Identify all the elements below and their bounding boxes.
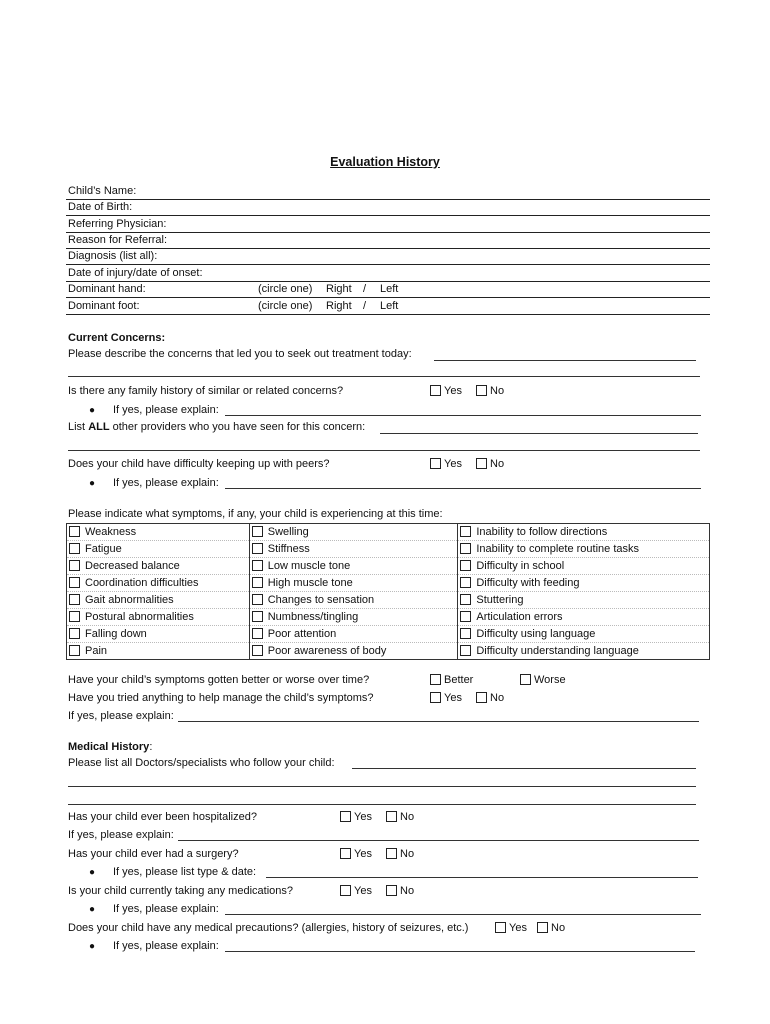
checkbox-icon[interactable] [340,848,351,859]
symptom-label: Poor attention [267,628,337,640]
checkbox-icon[interactable] [69,628,80,639]
better-label: Better [444,674,474,686]
foot-right-option[interactable]: Right [326,300,352,312]
childs-name-label: Child’s Name: [68,185,137,197]
dob-label: Date of Birth: [68,201,133,213]
symptoms-intro: Please indicate what symptoms, if any, your child is experiencing at this time: [68,508,443,520]
checkbox-icon[interactable] [252,577,263,588]
checkbox-icon[interactable] [252,611,263,622]
symptom-label: Pain [85,645,108,657]
symptom-option[interactable] [458,609,710,626]
checkbox-icon[interactable] [252,543,263,554]
checkbox-icon[interactable] [69,645,80,656]
doctors-line-3[interactable] [68,804,696,805]
medications-question: Is your child currently taking any medications? [68,885,293,897]
surgery-list-line[interactable] [266,877,698,878]
precautions-explain-label: If yes, please explain: [113,940,219,952]
symptoms-table [66,523,710,660]
symptom-label: Difficulty understanding language [476,645,639,657]
surgery-yes-checkbox[interactable] [340,847,372,861]
symptom-label: Postural abnormalities [85,611,194,623]
foot-left-option[interactable]: Left [380,300,399,312]
tried-explain-line[interactable] [178,721,699,722]
symptom-option[interactable] [458,541,710,558]
dominant-foot-label: Dominant foot: [68,300,140,312]
bullet-icon: ● [89,904,96,915]
family-no-checkbox[interactable] [476,384,504,398]
checkbox-icon[interactable] [495,922,506,933]
symptom-label: Weakness [85,526,137,538]
no-label: No [490,385,505,397]
symptom-label: Decreased balance [85,560,180,572]
checkbox-icon[interactable] [252,594,263,605]
yes-label: Yes [354,811,372,823]
symptom-row [67,575,710,592]
medications-no-checkbox[interactable] [386,884,414,898]
worse-label: Worse [534,674,566,686]
bullet-icon: ● [89,405,96,416]
no-label: No [400,811,415,823]
reason-label: Reason for Referral: [68,234,168,246]
checkbox-icon[interactable] [69,611,80,622]
describe-concerns-line-2[interactable] [68,376,700,377]
no-label: No [490,692,505,704]
symptom-option[interactable] [249,558,458,575]
medical-history-heading: Medical History: [68,741,153,753]
symptom-label: Difficulty with feeding [476,577,580,589]
symptom-label: Inability to follow directions [476,526,608,538]
symptom-label: Falling down [85,628,147,640]
checkbox-icon[interactable] [476,692,487,703]
current-concerns-heading: Current Concerns: [68,332,166,344]
describe-concerns-label: Please describe the concerns that led you to seek out treatment today: [68,348,412,360]
peers-yes-checkbox[interactable] [430,457,462,471]
checkbox-icon[interactable] [252,628,263,639]
symptom-option[interactable] [67,609,250,626]
checkbox-icon[interactable] [386,885,397,896]
yes-label: Yes [354,885,372,897]
providers-line-2[interactable] [68,450,700,451]
doctors-line-2[interactable] [68,786,696,787]
circle-one-label: (circle one) [258,283,313,295]
symptom-option[interactable] [458,592,710,609]
checkbox-icon[interactable] [476,458,487,469]
worse-checkbox[interactable] [520,673,566,687]
symptom-option[interactable] [458,643,710,660]
symptom-label: Numbness/tingling [267,611,359,623]
peers-no-checkbox[interactable] [476,457,504,471]
symptom-option[interactable] [67,643,250,660]
no-label: No [551,922,566,934]
symptom-label: Stuttering [476,594,524,606]
checkbox-icon[interactable] [252,560,263,571]
hospitalized-no-checkbox[interactable] [386,810,414,824]
hospitalized-explain-line[interactable] [178,840,699,841]
yes-label: Yes [444,692,462,704]
symptom-option[interactable] [67,541,250,558]
symptom-row [67,592,710,609]
symptom-label: Gait abnormalities [85,594,174,606]
family-history-question: Is there any family history of similar or related concerns? [68,385,344,397]
describe-concerns-line[interactable] [434,360,696,361]
family-yes-checkbox[interactable] [430,384,462,398]
medications-explain-line[interactable] [225,914,701,915]
checkbox-icon[interactable] [520,674,531,685]
family-explain-label: If yes, please explain: [113,404,219,416]
checkbox-icon[interactable] [252,645,263,656]
providers-label: List ALL other providers who you have seen for this concern: [68,421,366,433]
dominant-hand-label: Dominant hand: [68,283,146,295]
referring-physician-label: Referring Physician: [68,218,167,230]
checkbox-icon[interactable] [460,594,471,605]
symptom-option[interactable] [249,626,458,643]
page-title: Evaluation History [330,155,440,169]
symptom-row [67,558,710,575]
symptom-option[interactable] [67,524,250,541]
divider [66,314,710,315]
surgery-list-label: If yes, please list type & date: [113,866,257,878]
checkbox-icon[interactable] [430,458,441,469]
symptom-option[interactable] [249,575,458,592]
medications-yes-checkbox[interactable] [340,884,372,898]
hospitalized-explain-label: If yes, please explain: [68,829,174,841]
doctors-line[interactable] [352,768,696,769]
family-explain-line[interactable] [225,415,701,416]
symptom-label: Coordination difficulties [85,577,199,589]
checkbox-icon[interactable] [69,543,80,554]
checkbox-icon[interactable] [386,848,397,859]
symptom-option[interactable] [249,541,458,558]
symptom-label: Inability to complete routine tasks [476,543,639,555]
circle-one-label: (circle one) [258,300,313,312]
checkbox-icon[interactable] [69,577,80,588]
symptom-row [67,524,710,541]
hospitalized-yes-checkbox[interactable] [340,810,372,824]
precautions-yes-checkbox[interactable] [495,921,527,935]
checkbox-icon[interactable] [537,922,548,933]
checkbox-icon[interactable] [69,526,80,537]
peers-explain-label: If yes, please explain: [113,477,219,489]
symptom-label: Fatigue [85,543,122,555]
symptom-option[interactable] [67,592,250,609]
divider [66,264,710,265]
symptom-label: Articulation errors [476,611,563,623]
symptom-option[interactable] [458,575,710,592]
tried-no-checkbox[interactable] [476,691,504,705]
checkbox-icon[interactable] [430,385,441,396]
checkbox-icon[interactable] [460,611,471,622]
symptom-label: Changes to sensation [267,594,375,606]
symptom-option[interactable] [458,558,710,575]
symptom-row [67,643,710,660]
precautions-explain-line[interactable] [225,951,695,952]
symptom-option[interactable] [249,592,458,609]
yes-label: Yes [444,458,462,470]
hand-left-option[interactable]: Left [380,283,399,295]
bullet-icon: ● [89,867,96,878]
peers-explain-line[interactable] [225,488,701,489]
symptom-label: High muscle tone [267,577,353,589]
symptom-option[interactable] [249,643,458,660]
bullet-icon: ● [89,941,96,952]
checkbox-icon[interactable] [460,560,471,571]
symptom-label: Stiffness [267,543,310,555]
checkbox-icon[interactable] [340,811,351,822]
checkbox-icon[interactable] [460,577,471,588]
checkbox-icon[interactable] [430,692,441,703]
no-label: No [490,458,505,470]
peers-question: Does your child have difficulty keeping up with peers? [68,458,330,470]
divider [66,248,710,249]
symptom-row [67,626,710,643]
slash: / [363,283,367,295]
tried-yes-checkbox[interactable] [430,691,462,705]
checkbox-icon[interactable] [460,526,471,537]
providers-line[interactable] [380,433,698,434]
checkbox-icon[interactable] [460,628,471,639]
better-worse-question: Have your child’s symptoms gotten better or worse over time? [68,674,370,686]
symptom-option[interactable] [67,558,250,575]
symptom-label: Difficulty using language [476,628,596,640]
yes-label: Yes [509,922,527,934]
symptom-option[interactable] [67,575,250,592]
checkbox-icon[interactable] [340,885,351,896]
slash: / [363,300,367,312]
symptom-label: Swelling [267,526,309,538]
better-checkbox[interactable] [430,673,473,687]
checkbox-icon[interactable] [476,385,487,396]
tried-explain-label: If yes, please explain: [68,710,174,722]
checkbox-icon[interactable] [460,543,471,554]
precautions-no-checkbox[interactable] [537,921,565,935]
symptom-label: Low muscle tone [267,560,351,572]
checkbox-icon[interactable] [460,645,471,656]
checkbox-icon[interactable] [386,811,397,822]
symptom-option[interactable] [458,524,710,541]
diagnosis-label: Diagnosis (list all): [68,250,158,262]
tried-question: Have you tried anything to help manage the child’s symptoms? [68,692,374,704]
checkbox-icon[interactable] [430,674,441,685]
doctors-label: Please list all Doctors/specialists who follow your child: [68,757,335,769]
symptom-label: Poor awareness of body [267,645,387,657]
checkbox-icon[interactable] [252,526,263,537]
precautions-question: Does your child have any medical precautions? (allergies, history of seizures, etc.) [68,922,469,934]
symptom-option[interactable] [458,626,710,643]
checkbox-icon[interactable] [69,594,80,605]
medications-explain-label: If yes, please explain: [113,903,219,915]
yes-label: Yes [354,848,372,860]
divider [66,215,710,216]
bullet-icon: ● [89,478,96,489]
hospitalized-question: Has your child ever been hospitalized? [68,811,257,823]
divider [66,199,710,200]
hand-right-option[interactable]: Right [326,283,352,295]
injury-date-label: Date of injury/date of onset: [68,267,203,279]
symptom-option[interactable] [249,524,458,541]
surgery-question: Has your child ever had a surgery? [68,848,239,860]
symptom-row [67,541,710,558]
symptom-option[interactable] [67,626,250,643]
no-label: No [400,848,415,860]
checkbox-icon[interactable] [69,560,80,571]
symptom-option[interactable] [249,609,458,626]
symptom-label: Difficulty in school [476,560,565,572]
no-label: No [400,885,415,897]
divider [66,297,710,298]
symptom-row [67,609,710,626]
surgery-no-checkbox[interactable] [386,847,414,861]
yes-label: Yes [444,385,462,397]
